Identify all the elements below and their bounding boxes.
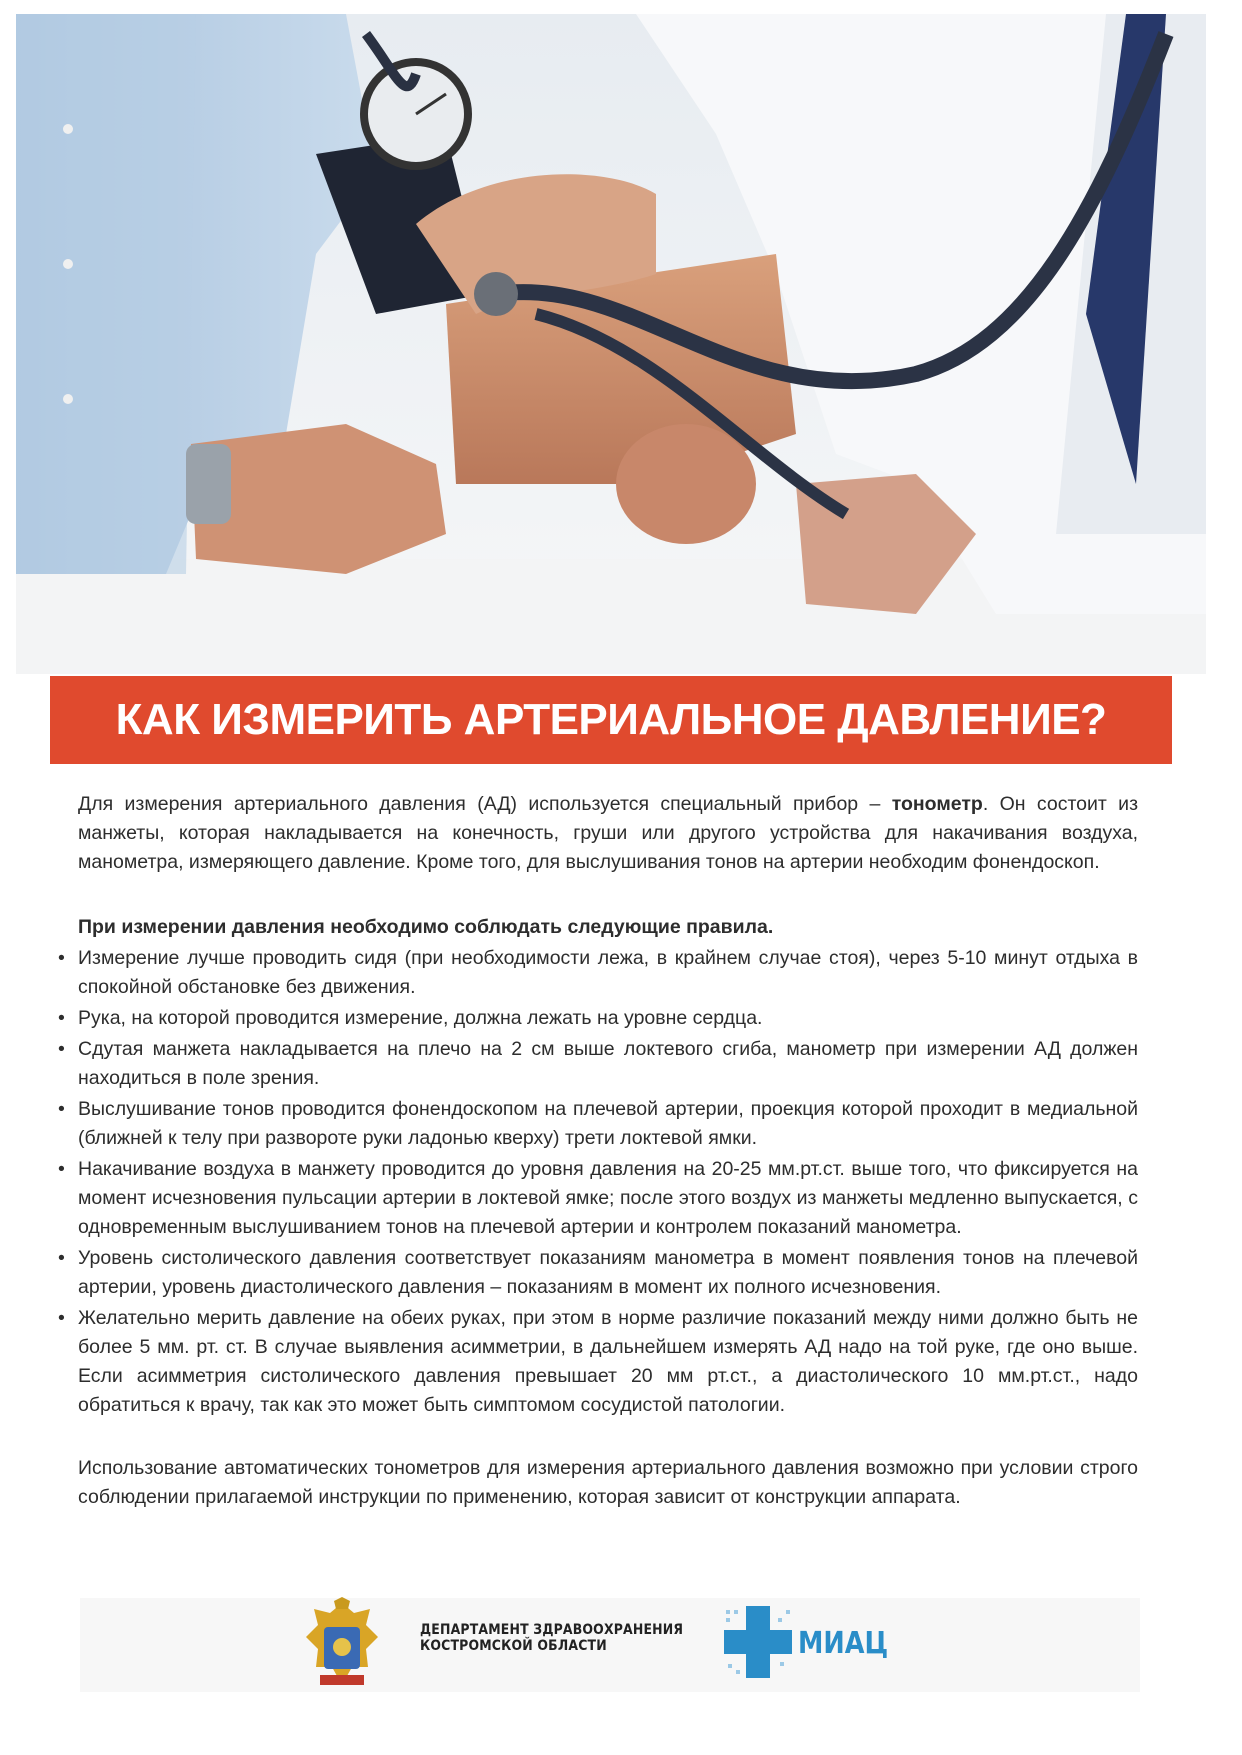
article-body bbox=[78, 790, 1138, 1512]
intro-paragraph bbox=[78, 790, 1138, 877]
kostroma-coat-of-arms-icon bbox=[296, 1597, 388, 1695]
miac-label: МИАЦ bbox=[798, 1626, 889, 1661]
title-banner bbox=[50, 676, 1172, 764]
closing-paragraph: Использование автоматических тонометров для измерения артериального давления возможно при условии строго соблюдении прилагаемой инструкции по применению, которая зависит от конструкции аппарата. bbox=[78, 1457, 1138, 1508]
miac-cross-icon bbox=[720, 1602, 796, 1682]
dept-line-1: ДЕПАРТАМЕНТ ЗДРАВООХРАНЕНИЯ bbox=[420, 1622, 684, 1638]
list-item: • Сдутая манжета накладывается на плечо на 2 см выше локтевого сгиба, манометр при измерении АД должен находиться в поле зрения. bbox=[78, 1035, 1138, 1093]
rules-heading: При измерении давления необходимо соблюдать следующие правила. bbox=[78, 916, 774, 938]
list-item: • Накачивание воздуха в манжету проводится до уровня давления на 20-25 мм.рт.ст. выше того, что фиксируется на момент исчезновения пульсации артерии в локтевой ямке; после этого воздух из манжеты медленно выпускается, с одновременным выслушиванием тонов на плечевой артерии и контролем показаний манометра. bbox=[78, 1155, 1138, 1242]
dept-line-2: КОСТРОМСКОЙ ОБЛАСТИ bbox=[420, 1638, 607, 1654]
list-item: • Выслушивание тонов проводится фонендоскопом на плечевой артерии, проекция которой проходит в медиальной (ближней к телу при развороте руки ладонью кверху) трети локтевой ямки. bbox=[78, 1095, 1138, 1153]
intro-bold-term: тонометр bbox=[891, 793, 983, 815]
rules-list bbox=[78, 944, 1138, 1420]
hero-photo bbox=[16, 14, 1206, 674]
list-item: • Измерение лучше проводить сидя (при необходимости лежа, в крайнем случае стоя), через 5-10 минут отдыха в спокойной обстановке без движения. bbox=[78, 944, 1138, 1002]
department-name bbox=[420, 1622, 683, 1654]
list-item: • Уровень систолического давления соответствует показаниям манометра в момент появления тонов на плечевой артерии, уровень диастолического давления – показаниям в момент их полного исчезновения. bbox=[78, 1244, 1138, 1302]
page-title: КАК ИЗМЕРИТЬ АРТЕРИАЛЬНОЕ ДАВЛЕНИЕ? bbox=[115, 695, 1107, 744]
list-item: • Желательно мерить давление на обеих руках, при этом в норме различие показаний между ними должно быть не более 5 мм. рт. ст. В случае выявления асимметрии, в дальнейшем измерять АД надо на той руке, где оно выше. Если асимметрия систолического давления превышает 20 мм рт.ст., а диастолического 10 мм.рт.ст., надо обратиться к врачу, так как это может быть симптомом сосудистой патологии. bbox=[78, 1304, 1138, 1420]
intro-text-1: Для измерения артериального давления (АД) используется специальный прибор – bbox=[78, 793, 892, 815]
intro-text-2: . Он состоит из манжеты, которая накладывается на конечность, груши или другого устройства для накачивания воздуха, манометра, измеряющего давление. Кроме того, для выслушивания тонов на артерии необходим фонендоскоп. bbox=[78, 793, 1139, 873]
list-item: • Рука, на которой проводится измерение, должна лежать на уровне сердца. bbox=[78, 1004, 1138, 1033]
